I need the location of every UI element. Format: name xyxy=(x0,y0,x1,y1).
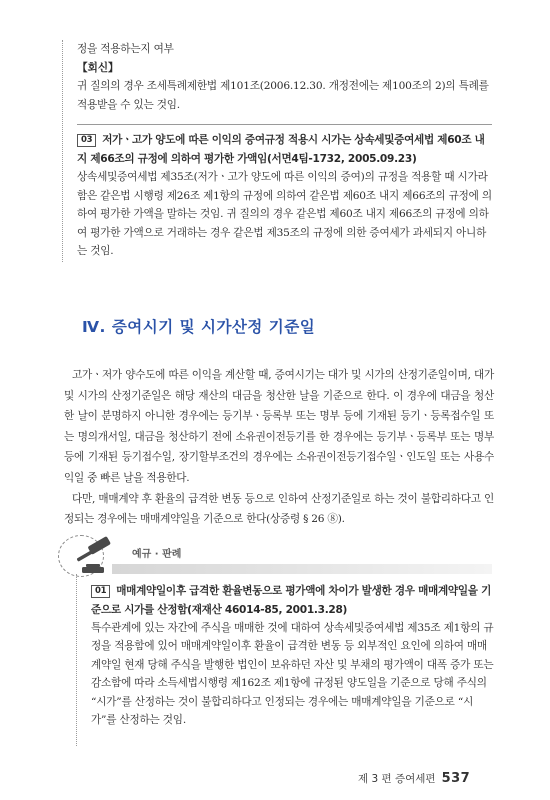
case-03-heading xyxy=(77,131,492,168)
previous-ruling-block xyxy=(62,40,492,262)
case-heading-text: 매매계약일이후 급격한 환율변동으로 평가액에 차이가 발생한 경우 매매계약일을 기준으로 시가를 산정함(재재산 46014-85, 2001.3.28) xyxy=(91,585,492,616)
part-label: 제 3 편 증여세편 xyxy=(358,773,436,785)
ruling-gray-bar xyxy=(112,564,492,574)
page-number: 537 xyxy=(441,771,471,786)
ruling-tag-label: 예규 · 판례 xyxy=(132,549,182,560)
main-paragraph-1: 고가ㆍ저가 양수도에 따른 이익을 계산할 때, 증여시기는 대가 및 시가의 산정기준일이며, 대가 및 시가의 산정기준일은 해당 재산의 대금을 청산한 날을 기준으로 한다. 이 경우에 대금을 청산한 날이 분명하지 아니한 경우에는 등기부ㆍ등록부 또는 명부 등에 기재된 등기ㆍ등록접수일 또는 명의개서일, 대금을 청산하기 전에 소유권이전등기를 한 경우에는 등기부ㆍ등록부 또는 명부 등에 기재된 등기접수일, 장기할부조건의 경우에는 소유권이전등기접수일ㆍ인도일 또는 사용수익일 중 빠른 날을 적용한다. xyxy=(64,369,494,484)
ruling-block xyxy=(76,574,494,746)
main-paragraph-2: 다만, 매매계약 후 환율의 급격한 변동 등으로 인하여 산정기준일로 하는 것이 불합리하다고 인정되는 경우에는 매매계약일을 기준으로 한다(상증령 § 26 ⑧). xyxy=(64,492,494,526)
case-01-body: 특수관계에 있는 자간에 주식을 매매한 것에 대하여 상속세및증여세법 제35조 제1항의 규정을 적용함에 있어 매매계약일이후 환율이 급격한 변동 등 외부적인 요인에 의하여 매매계약일 현재 당해 주식을 발행한 법인이 보유하던 자산 및 부채의 평가액이 대폭 증가 또는 감소함에 따라 소득세법시행령 제162조 제1항에 규정된 양도일을 기준으로 당해 주식의 “시가”를 산정하는 것이 불합리하다고 인정되는 경우에는 매매계약일을 기준으로 “시가”를 산정하는 것임. xyxy=(91,622,494,727)
section-heading: Ⅳ. 증여시기 및 시가산정 기준일 xyxy=(82,318,316,336)
case-number-badge: 01 xyxy=(91,585,110,598)
case-03-body: 상속세및증여세법 제35조(저가ㆍ고가 양도에 따른 이익의 증여)의 규정을 적용할 때 시가라 함은 같은법 시행령 제26조 제1항의 규정에 의하여 같은법 제60조 내지 제66조의 규정에 의하여 평가한 가액을 말하는 것임. 귀 질의의 경우 같은법 제60조 내지 제66조의 규정에 의하여 평가한 가액으로 거래하는 경우 같은법 제35조의 규정에 의한 증여세가 과세되지 아니하는 것임. xyxy=(77,171,492,257)
case-heading-text: 저가ㆍ고가 양도에 따른 이익의 증여규정 적용시 시가는 상속세및증여세법 제60조 내지 제66조의 규정에 의하여 평가한 가액임(서면4팀-1732, 2005.09.23) xyxy=(77,134,485,165)
continuation-line: 정을 적용하는지 여부 xyxy=(77,43,174,55)
case-number-badge: 03 xyxy=(77,134,96,147)
main-text xyxy=(64,365,494,530)
reply-text: 귀 질의의 경우 조세특례제한법 제101조(2006.12.30. 개정전에는 제100조의 2)의 특례를 적용받을 수 있는 것임. xyxy=(77,80,489,111)
case-01-heading-wrap xyxy=(91,582,494,619)
page-footer xyxy=(358,771,518,786)
case-01-heading xyxy=(91,582,494,619)
reply-label: 【회신】 xyxy=(77,61,119,74)
case-03-heading-wrap xyxy=(77,124,492,168)
